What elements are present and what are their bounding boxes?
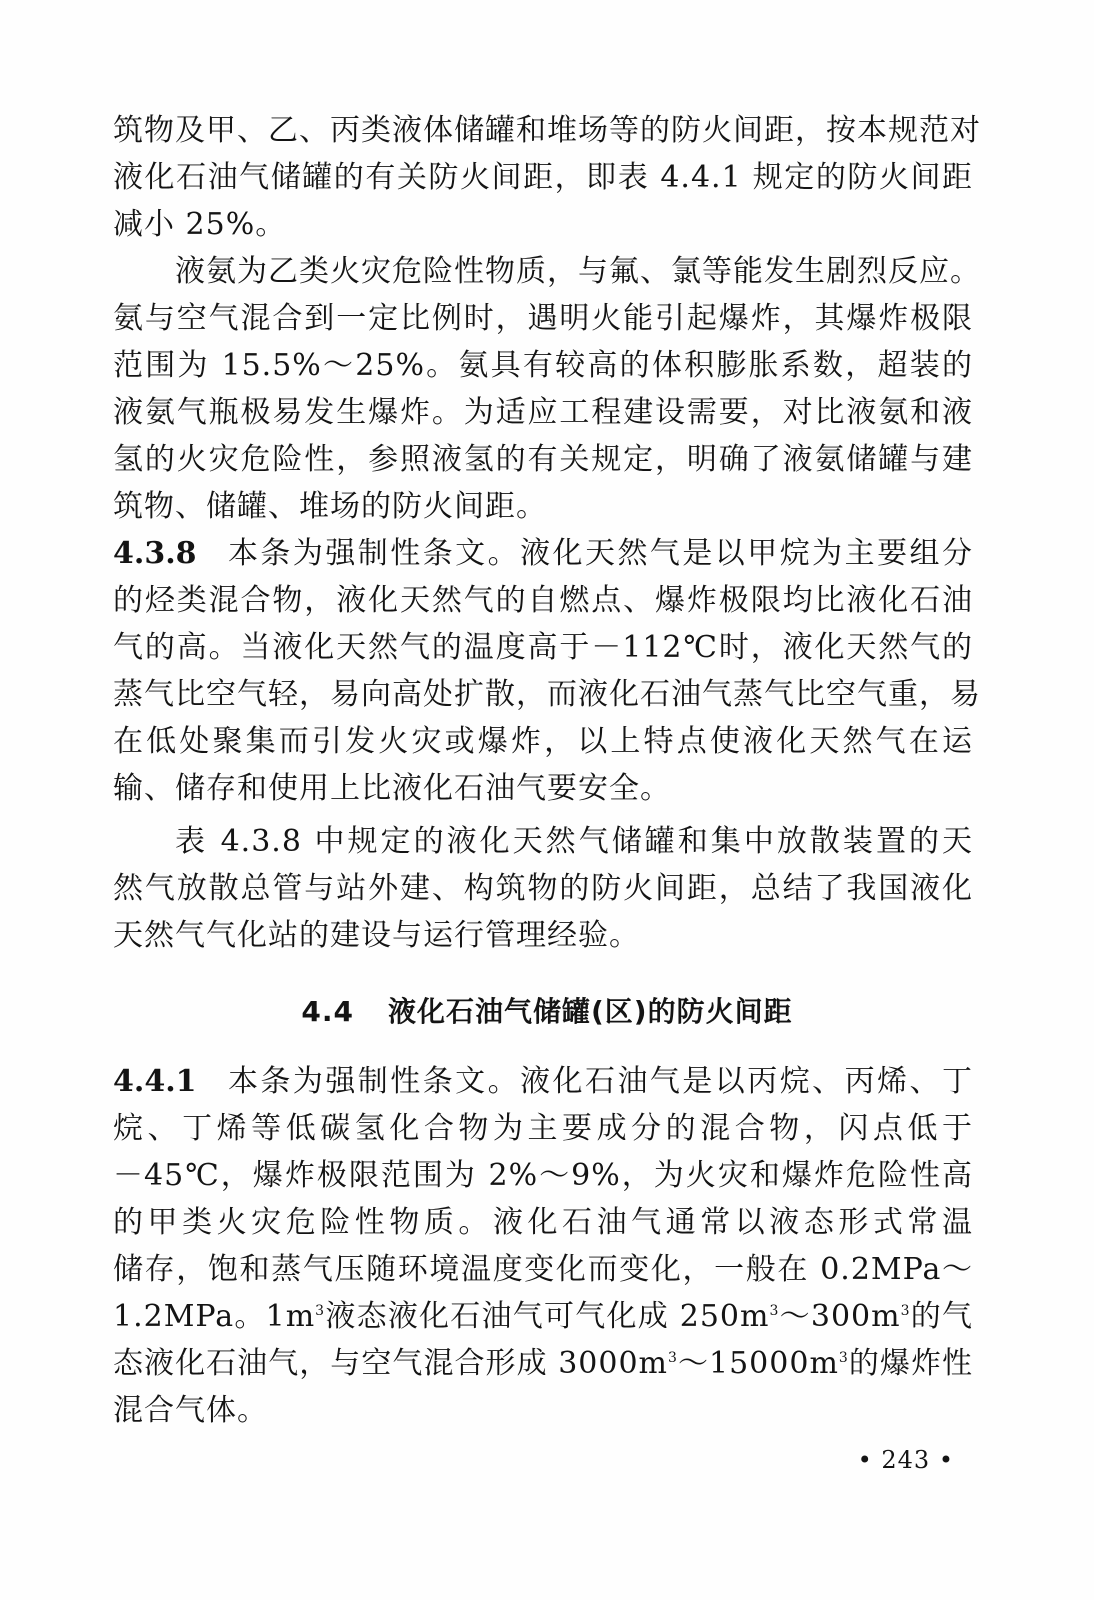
text-fragment: 1.2MPa。1m [113, 1299, 316, 1334]
text-line: 在低处聚集而引发火灾或爆炸，以上特点使液化天然气在运 [113, 724, 973, 759]
text-fragment: ～15000m [677, 1346, 839, 1381]
text-line: 然气放散总管与站外建、构筑物的防火间距，总结了我国液化 [113, 871, 973, 906]
section-title: 液化石油气储罐(区)的防火间距 [388, 995, 793, 1028]
text-line-content: 本条为强制性条文。液化天然气是以甲烷为主要组分 [226, 536, 973, 571]
text-line: 的甲类火灾危险性物质。液化石油气通常以液态形式常温 [113, 1205, 973, 1240]
text-line: 筑物及甲、乙、丙类液体储罐和堆场等的防火间距，按本规范对 [113, 113, 981, 148]
text-line: 氨与空气混合到一定比例时，遇明火能引起爆炸，其爆炸极限 [113, 301, 973, 336]
paragraph-clause-4-3-8 [113, 530, 981, 812]
text-line [113, 1058, 973, 1105]
text-fragment: 态液化石油气，与空气混合形成 3000m [113, 1346, 668, 1381]
text-fragment: 液态液化石油气可气化成 250m [325, 1299, 770, 1334]
text-line: 储存，饱和蒸气压随环境温度变化而变化，一般在 0.2MPa～ [113, 1252, 973, 1287]
text-fragment: ～300m [779, 1299, 901, 1334]
section-heading [0, 992, 1094, 1032]
text-line: 液化石油气储罐的有关防火间距，即表 4.4.1 规定的防火间距 [113, 160, 973, 195]
text-line: 输、储存和使用上比液化石油气要安全。 [113, 771, 671, 806]
superscript: 3 [900, 1303, 911, 1319]
page-number: • 243 • [857, 1446, 954, 1474]
text-line: 氢的火灾危险性，参照液氢的有关规定，明确了液氨储罐与建 [113, 442, 973, 477]
text-line [113, 1293, 973, 1340]
paragraph-2 [113, 248, 981, 530]
clause-number: 4.3.8 [113, 536, 197, 571]
text-line: －45℃，爆炸极限范围为 2%～9%，为火灾和爆炸危险性高 [113, 1158, 973, 1193]
text-line: 表 4.3.8 中规定的液化天然气储罐和集中放散装置的天 [175, 824, 973, 859]
text-fragment: 的爆炸性 [848, 1346, 974, 1381]
paragraph-1 [113, 107, 981, 248]
text-line: 混合气体。 [113, 1393, 268, 1428]
paragraph-clause-4-4-1 [113, 1058, 973, 1434]
text-line: 烷、丁烯等低碳氢化合物为主要成分的混合物，闪点低于 [113, 1111, 973, 1146]
text-line: 减小 25%。 [113, 207, 287, 242]
text-line: 的烃类混合物，液化天然气的自燃点、爆炸极限均比液化石油 [113, 583, 973, 618]
text-line: 蒸气比空气轻，易向高处扩散，而液化石油气蒸气比空气重，易 [113, 677, 981, 712]
text-line-content: 本条为强制性条文。液化石油气是以丙烷、丙烯、丁 [226, 1064, 973, 1099]
text-line [113, 1340, 973, 1387]
paragraph-4 [113, 818, 973, 959]
text-line: 液氨为乙类火灾危险性物质，与氟、氯等能发生剧烈反应。 [175, 254, 981, 289]
clause-number: 4.4.1 [113, 1064, 197, 1099]
text-line [113, 530, 973, 577]
text-line: 液氨气瓶极易发生爆炸。为适应工程建设需要，对比液氨和液 [113, 395, 973, 430]
text-fragment: 的气 [910, 1299, 974, 1334]
text-line: 筑物、储罐、堆场的防火间距。 [113, 489, 547, 524]
section-number: 4.4 [301, 995, 354, 1028]
text-line: 天然气气化站的建设与运行管理经验。 [113, 918, 640, 953]
text-line: 范围为 15.5%～25%。氨具有较高的体积膨胀系数，超装的 [113, 348, 973, 383]
text-line: 气的高。当液化天然气的温度高于－112℃时，液化天然气的 [113, 630, 973, 665]
superscript: 3 [668, 1350, 678, 1366]
superscript: 3 [769, 1303, 780, 1319]
superscript: 3 [315, 1303, 326, 1319]
superscript: 3 [838, 1350, 849, 1366]
